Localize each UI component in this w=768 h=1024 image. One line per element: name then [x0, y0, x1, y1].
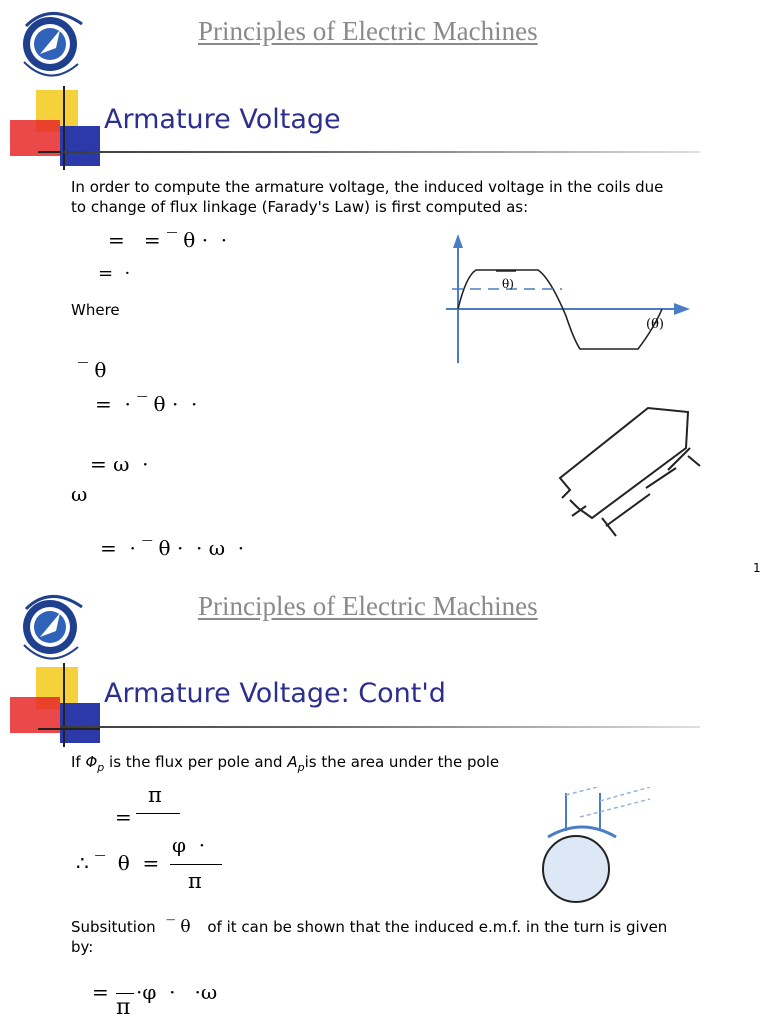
equation-3: ‾ θ: [78, 358, 107, 382]
equation-4: = · ‾ θ · ·: [95, 392, 198, 416]
slide-title: Armature Voltage: [104, 104, 341, 135]
equation-1: = = ‾ θ · ·: [108, 228, 228, 252]
equation-10-lhs: =: [92, 980, 109, 1004]
equation-9-denominator: π: [188, 869, 202, 893]
substitution-line-1: Subsitution ‾ θ of it can be shown that the induced e.m.f. in the turn is given: [71, 917, 668, 937]
fraction-bar: [116, 993, 134, 994]
where-label: Where: [71, 301, 120, 319]
pole-rotor-sketch: [540, 787, 660, 907]
x-axis-arrow-icon: [674, 303, 690, 315]
substitution-line-2: by:: [71, 938, 94, 956]
equation-8-numerator: π: [148, 783, 162, 807]
slide-2: [0, 575, 768, 1024]
corner-squares-icon: [10, 60, 100, 170]
corner-squares-icon: [10, 637, 100, 747]
fraction-bar: [136, 813, 180, 814]
equation-10-denominator: π: [116, 995, 131, 1020]
equation-5: = ω ·: [90, 452, 149, 476]
coil-sketch: [550, 398, 710, 543]
page-number: 1: [753, 561, 761, 575]
equation-8-lhs: =: [115, 805, 132, 829]
y-axis-arrow-icon: [453, 234, 463, 248]
equation-9-numerator: φ ·: [172, 833, 206, 857]
intro-line-2: to change of flux linkage (Farady's Law) is first computed as:: [71, 198, 529, 216]
equation-6: ω: [71, 482, 88, 506]
equation-9-lhs: ∴ ‾ θ =: [76, 851, 160, 875]
flux-density-graph: [440, 228, 700, 368]
header-title: Principles of Electric Machines: [198, 16, 538, 46]
equation-2: = ·: [98, 263, 131, 284]
title-divider: [60, 151, 700, 153]
slide-title: Armature Voltage: Cont'd: [104, 678, 446, 709]
title-divider: [60, 726, 700, 728]
header-title: Principles of Electric Machines: [198, 591, 538, 621]
flux-intro: If $\Phi_p$ is the flux per pole and $A_pis$ the area under the pole: [71, 753, 500, 774]
equation-10-rhs: ·φ · ·ω: [136, 980, 218, 1004]
graph-axis-label: (θ): [646, 317, 664, 332]
graph-peak-label: θ): [502, 277, 514, 291]
fraction-bar: [170, 864, 222, 865]
equation-7: = · ‾ θ · · ω ·: [100, 536, 245, 560]
intro-line-1: In order to compute the armature voltage, the induced voltage in the coils due: [71, 178, 664, 196]
